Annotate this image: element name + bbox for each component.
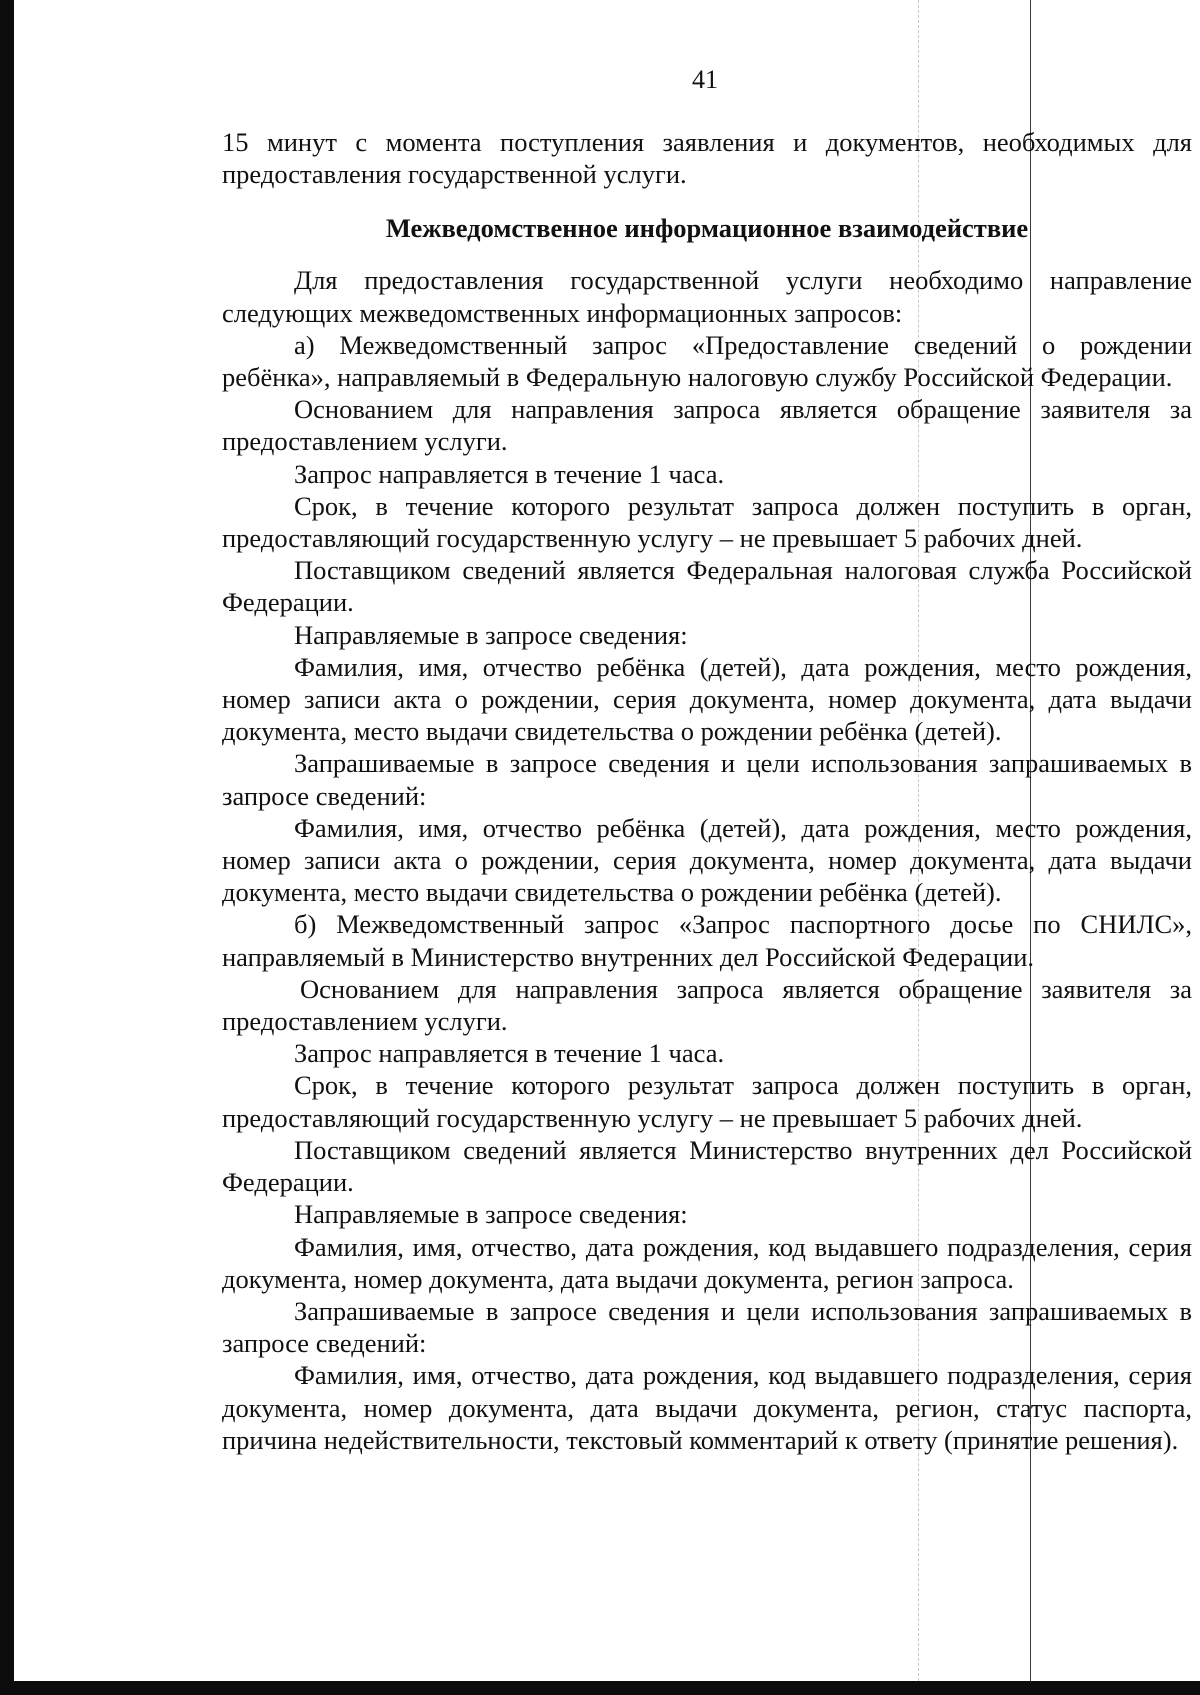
intro-paragraph: 15 минут с момента поступления заявления и документов, необходимых для предоставления государственной услуги.: [222, 127, 1192, 190]
paragraph: Срок, в течение которого результат запроса должен поступить в орган, предоставляющий государственную услугу – не превышает 5 рабочих дней.: [222, 1070, 1192, 1133]
paragraph: Поставщиком сведений является Федеральная налоговая служба Российской Федерации.: [222, 555, 1192, 618]
paragraph: Запрашиваемые в запросе сведения и цели использования запрашиваемых в запросе сведений:: [222, 748, 1192, 811]
paragraph: Направляемые в запросе сведения:: [294, 1199, 688, 1230]
paragraph: Фамилия, имя, отчество ребёнка (детей), дата рождения, место рождения, номер записи акта о рождении, серия документа, номер документа, дата выдачи документа, место выдачи свидетельства о рождении ребёнка (детей).: [222, 812, 1192, 908]
scan-border-left: [0, 0, 14, 1695]
page-number: 41: [692, 65, 718, 94]
paragraph: Фамилия, имя, отчество ребёнка (детей), дата рождения, место рождения, номер записи акта о рождении, серия документа, номер документа, дата выдачи документа, место выдачи свидетельства о рождении ребёнка (детей).: [222, 651, 1192, 747]
paragraph: а) Межведомственный запрос «Предоставление сведений о рождении ребёнка», направляемый в Федеральную налоговую службу Российской Федерации.: [222, 329, 1192, 393]
paragraph: Направляемые в запросе сведения:: [294, 619, 688, 650]
paragraph: Для предоставления государственной услуги необходимо направление следующих межведомственных информационных запросов:: [222, 265, 1192, 328]
section-heading: Межведомственное информационное взаимодействие: [385, 213, 1029, 244]
paragraph: Фамилия, имя, отчество, дата рождения, код выдавшего подразделения, серия документа, номер документа, дата выдачи документа, регион запроса.: [222, 1231, 1192, 1294]
paragraph: Фамилия, имя, отчество, дата рождения, код выдавшего подразделения, серия документа, номер документа, дата выдачи документа, регион, статус паспорта, причина недействительности, текстовый комментарий к ответу (принятие решения).: [222, 1360, 1192, 1455]
paragraph: Основанием для направления запроса является обращение заявителя за предоставлением услуги.: [222, 973, 1192, 1037]
paragraph: Поставщиком сведений является Министерство внутренних дел Российской Федерации.: [222, 1134, 1192, 1198]
scan-border-bottom: [0, 1681, 1200, 1695]
document-body: [222, 126, 1192, 1456]
paragraph: Основанием для направления запроса является обращение заявителя за предоставлением услуги.: [222, 394, 1192, 457]
paragraph: Запрашиваемые в запросе сведения и цели использования запрашиваемых в запросе сведений:: [222, 1295, 1192, 1359]
paragraph: б) Межведомственный запрос «Запрос паспортного досье по СНИЛС», направляемый в Министерство внутренних дел Российской Федерации.: [222, 909, 1192, 972]
paragraph: Срок, в течение которого результат запроса должен поступить в орган, предоставляющий государственную услугу – не превышает 5 рабочих дней.: [222, 490, 1192, 554]
paragraph: Запрос направляется в течение 1 часа.: [294, 458, 725, 489]
paragraph: Запрос направляется в течение 1 часа.: [294, 1038, 725, 1069]
